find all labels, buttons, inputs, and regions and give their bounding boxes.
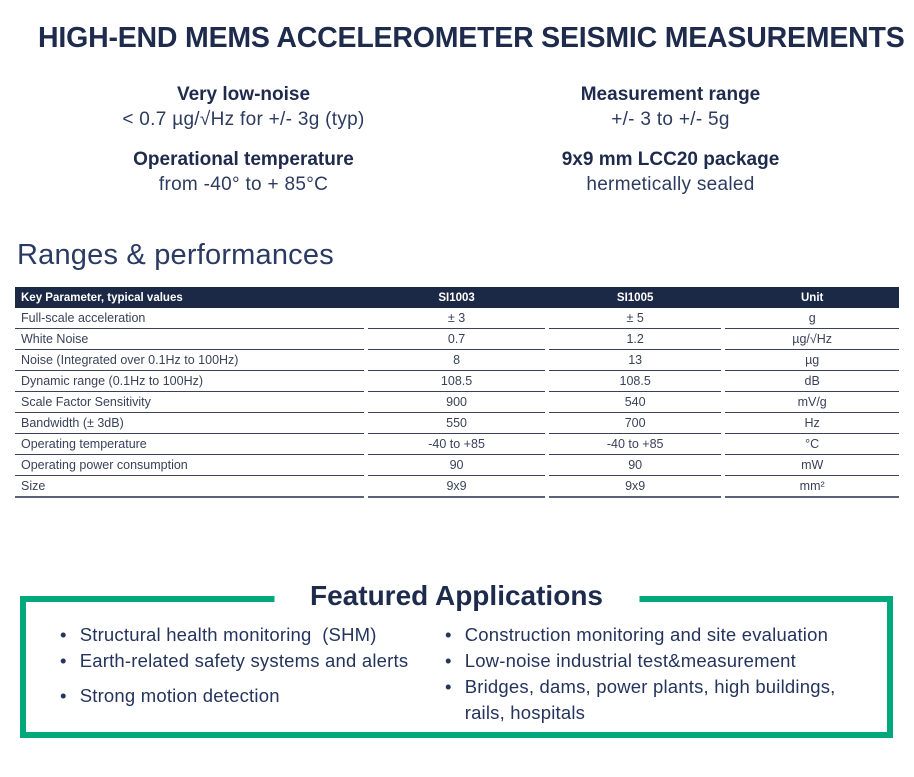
feature-detail: +/- 3 to +/- 5g [611, 109, 730, 130]
feature-measurement-range [457, 82, 884, 132]
featured-applications-box [20, 580, 893, 738]
cell-si1005: 13 [549, 350, 721, 371]
spec-table-header-row [15, 287, 899, 308]
cell-si1003: 8 [368, 350, 545, 371]
cell-unit: µg [725, 350, 899, 371]
table-row [15, 350, 899, 371]
table-row [15, 413, 899, 434]
application-text: Bridges, dams, power plants, high buildings, rails, hospitals [464, 676, 841, 723]
table-row [15, 329, 899, 350]
cell-unit: °C [725, 434, 899, 455]
applications-list-left [40, 622, 425, 726]
cell-si1003: ± 3 [368, 308, 545, 329]
application-text: Low-noise industrial test&measurement [464, 650, 797, 671]
cell-parameter: Bandwidth (± 3dB) [15, 413, 364, 434]
bullet-icon: • [445, 624, 452, 645]
cell-si1003: 900 [368, 392, 545, 413]
application-text: Construction monitoring and site evaluation [464, 624, 829, 645]
feature-title: 9x9 mm LCC20 package [561, 149, 780, 170]
column-header-si1003: SI1003 [438, 291, 475, 304]
cell-parameter: Dynamic range (0.1Hz to 100Hz) [15, 371, 364, 392]
list-item [60, 648, 425, 674]
list-item [445, 648, 877, 674]
page-title: HIGH-END MEMS ACCELEROMETER SEISMIC MEASUREMENTS [38, 22, 905, 54]
key-features [30, 82, 884, 197]
bullet-icon: • [445, 650, 452, 671]
cell-si1005: 108.5 [549, 371, 721, 392]
cell-unit: dB [725, 371, 899, 392]
application-text: Structural health monitoring (SHM) [79, 624, 377, 645]
cell-si1003: 9x9 [368, 476, 545, 498]
table-row [15, 371, 899, 392]
cell-si1005: 540 [549, 392, 721, 413]
spec-table [15, 287, 899, 498]
cell-si1005: 9x9 [549, 476, 721, 498]
cell-si1003: 108.5 [368, 371, 545, 392]
application-text: Earth-related safety systems and alerts [79, 650, 409, 671]
cell-si1005: 90 [549, 455, 721, 476]
list-item [60, 683, 425, 709]
cell-unit: µg/√Hz [725, 329, 899, 350]
column-header-si1005: SI1005 [616, 291, 654, 304]
column-header-parameter: Key Parameter, typical values [21, 291, 183, 304]
feature-package [457, 147, 884, 197]
datasheet-page [0, 22, 914, 738]
applications-list-right [425, 622, 877, 726]
cell-parameter: Operating power consumption [15, 455, 364, 476]
cell-parameter: Scale Factor Sensitivity [15, 392, 364, 413]
feature-detail: < 0.7 µg/√Hz for +/- 3g (typ) [122, 109, 365, 130]
cell-parameter: Full-scale acceleration [15, 308, 364, 329]
application-text: Strong motion detection [79, 685, 280, 706]
bullet-icon: • [60, 685, 67, 706]
table-row [15, 455, 899, 476]
feature-low-noise [30, 82, 457, 132]
list-item [445, 674, 877, 726]
feature-title: Very low-noise [176, 84, 311, 105]
feature-operational-temperature [30, 147, 457, 197]
table-row [15, 308, 899, 329]
bullet-icon: • [60, 624, 67, 645]
table-row [15, 476, 899, 498]
section-title-ranges: Ranges & performances [17, 239, 334, 271]
list-item [445, 622, 877, 648]
bullet-icon: • [60, 650, 67, 671]
cell-si1005: -40 to +85 [549, 434, 721, 455]
cell-si1005: ± 5 [549, 308, 721, 329]
cell-si1003: 90 [368, 455, 545, 476]
table-row [15, 434, 899, 455]
cell-unit: mW [725, 455, 899, 476]
feature-detail: from -40° to + 85°C [158, 174, 329, 195]
featured-applications-title: Featured Applications [274, 579, 639, 613]
cell-si1005: 700 [549, 413, 721, 434]
cell-parameter: Operating temperature [15, 434, 364, 455]
cell-si1003: 0.7 [368, 329, 545, 350]
cell-parameter: White Noise [15, 329, 364, 350]
cell-unit: mV/g [725, 392, 899, 413]
feature-title: Measurement range [580, 84, 761, 105]
cell-parameter: Noise (Integrated over 0.1Hz to 100Hz) [15, 350, 364, 371]
cell-parameter: Size [15, 476, 364, 498]
feature-detail: hermetically sealed [586, 174, 755, 195]
cell-si1003: -40 to +85 [368, 434, 545, 455]
bullet-icon: • [445, 676, 452, 697]
cell-unit: mm² [725, 476, 899, 498]
cell-si1005: 1.2 [549, 329, 721, 350]
list-item [60, 622, 425, 648]
cell-unit: g [725, 308, 899, 329]
cell-unit: Hz [725, 413, 899, 434]
feature-title: Operational temperature [133, 149, 354, 170]
column-header-unit: Unit [800, 291, 824, 304]
applications-columns [40, 622, 877, 726]
cell-si1003: 550 [368, 413, 545, 434]
table-row [15, 392, 899, 413]
